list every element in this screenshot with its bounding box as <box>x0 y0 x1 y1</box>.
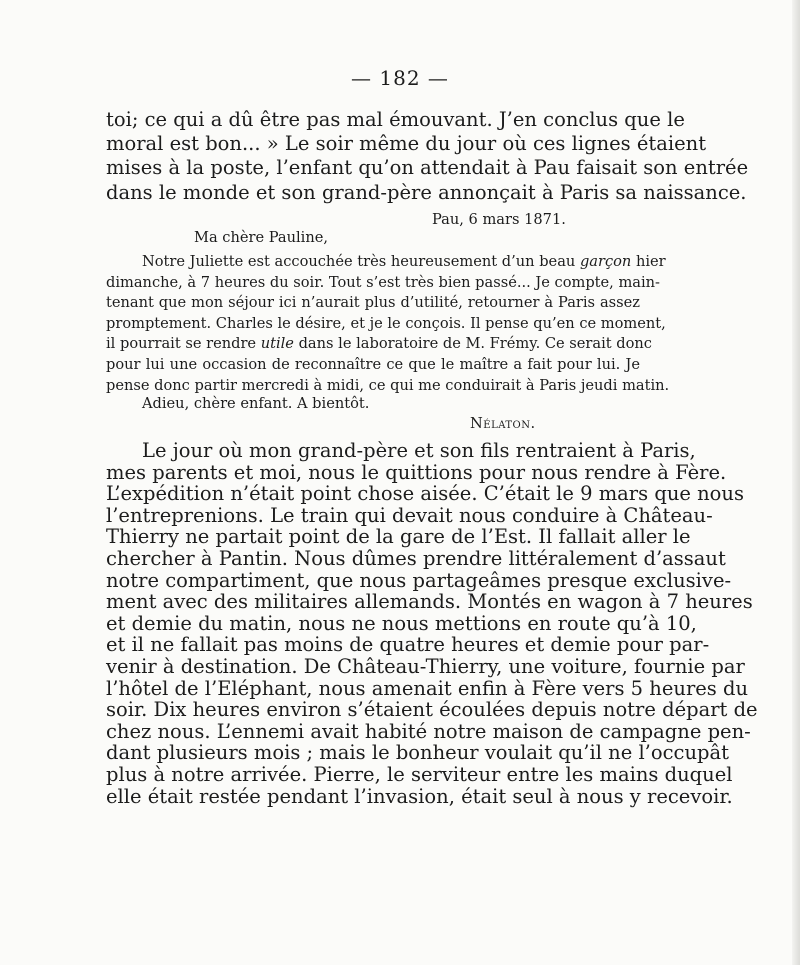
letter-line: pour lui une occasion de reconnaître ce que le maître a fait pour lui. Je <box>106 355 640 373</box>
text-line: Le jour où mon grand-père et son fils rentraient à Paris, <box>142 439 696 462</box>
narrative-paragraph <box>106 439 758 808</box>
text-line: L’expédition n’était point chose aisée. C’était le 9 mars que nous <box>106 482 744 506</box>
text-line: l’hôtel de l’Eléphant, nous amenait enfin à Fère vers 5 heures du <box>106 676 749 700</box>
text-line: plus à notre arrivée. Pierre, le serviteur entre les mains duquel <box>106 762 733 786</box>
letter-line: promptement. Charles le désire, et je le conçois. Il pense qu’en ce moment, <box>106 314 666 332</box>
text-line: notre compartiment, que nous partageâmes presque exclusive- <box>106 568 732 592</box>
text-line: ment avec des militaires allemands. Montés en wagon à 7 heures <box>106 590 753 614</box>
text-line: Thierry ne partait point de la gare de l’Est. Il fallait aller le <box>106 525 691 549</box>
page-number: — 182 — <box>351 66 449 90</box>
text-line: chez nous. L’ennemi avait habité notre maison de campagne pen- <box>106 719 751 743</box>
letter-line: dimanche, à 7 heures du soir. Tout s’est très bien passé... Je compte, main- <box>106 273 660 291</box>
text-line: venir à destination. De Château-Thierry, une voiture, fournie par <box>106 654 745 678</box>
text-line: dans le monde et son grand-père annonçait à Paris sa naissance. <box>106 180 747 204</box>
letter-place-date: Pau, 6 mars 1871. <box>432 211 566 228</box>
letter-line: tenant que mon séjour ici n’aurait plus d’utilité, retourner à Paris assez <box>106 294 640 312</box>
text-line: et demie du matin, nous ne nous mettions en route qu’à 10, <box>106 611 697 635</box>
text-line: elle était restée pendant l’invasion, était seul à nous y recevoir. <box>106 784 733 808</box>
text-line: toi; ce qui a dû être pas mal émouvant. J’en conclus que le <box>106 108 685 131</box>
letter-signature: Nélaton. <box>470 415 536 432</box>
text-line: l’entreprenions. Le train qui devait nous conduire à Château- <box>106 503 713 527</box>
text-line: soir. Dix heures environ s’étaient écoulées depuis notre départ de <box>106 698 758 722</box>
intro-paragraph <box>106 108 749 205</box>
text-line: mises à la poste, l’enfant qu’on attendait à Pau faisait son entrée <box>106 156 749 180</box>
letter-salutation: Ma chère Pauline, <box>194 229 329 246</box>
letter-line: Notre Juliette est accouchée très heureusement d’un beau garçon hier <box>142 253 666 270</box>
page-edge-shadow <box>792 0 800 965</box>
letter-line: il pourrait se rendre utile dans le laboratoire de M. Frémy. Ce serait donc <box>106 335 652 353</box>
letter-closing: Adieu, chère enfant. A bientôt. <box>142 395 370 412</box>
text-line: dant plusieurs mois ; mais le bonheur voulait qu’il ne l’occupât <box>106 741 729 765</box>
text-line: mes parents et moi, nous le quittions pour nous rendre à Fère. <box>106 460 727 484</box>
letter-line: pense donc partir mercredi à midi, ce qui me conduirait à Paris jeudi matin. <box>106 376 670 394</box>
text-line: chercher à Pantin. Nous dûmes prendre littéralement d’assaut <box>106 546 726 570</box>
text-line: et il ne fallait pas moins de quatre heures et demie pour par- <box>106 633 710 657</box>
text-line: moral est bon... » Le soir même du jour où ces lignes étaient <box>106 132 707 156</box>
letter-body <box>106 252 670 396</box>
